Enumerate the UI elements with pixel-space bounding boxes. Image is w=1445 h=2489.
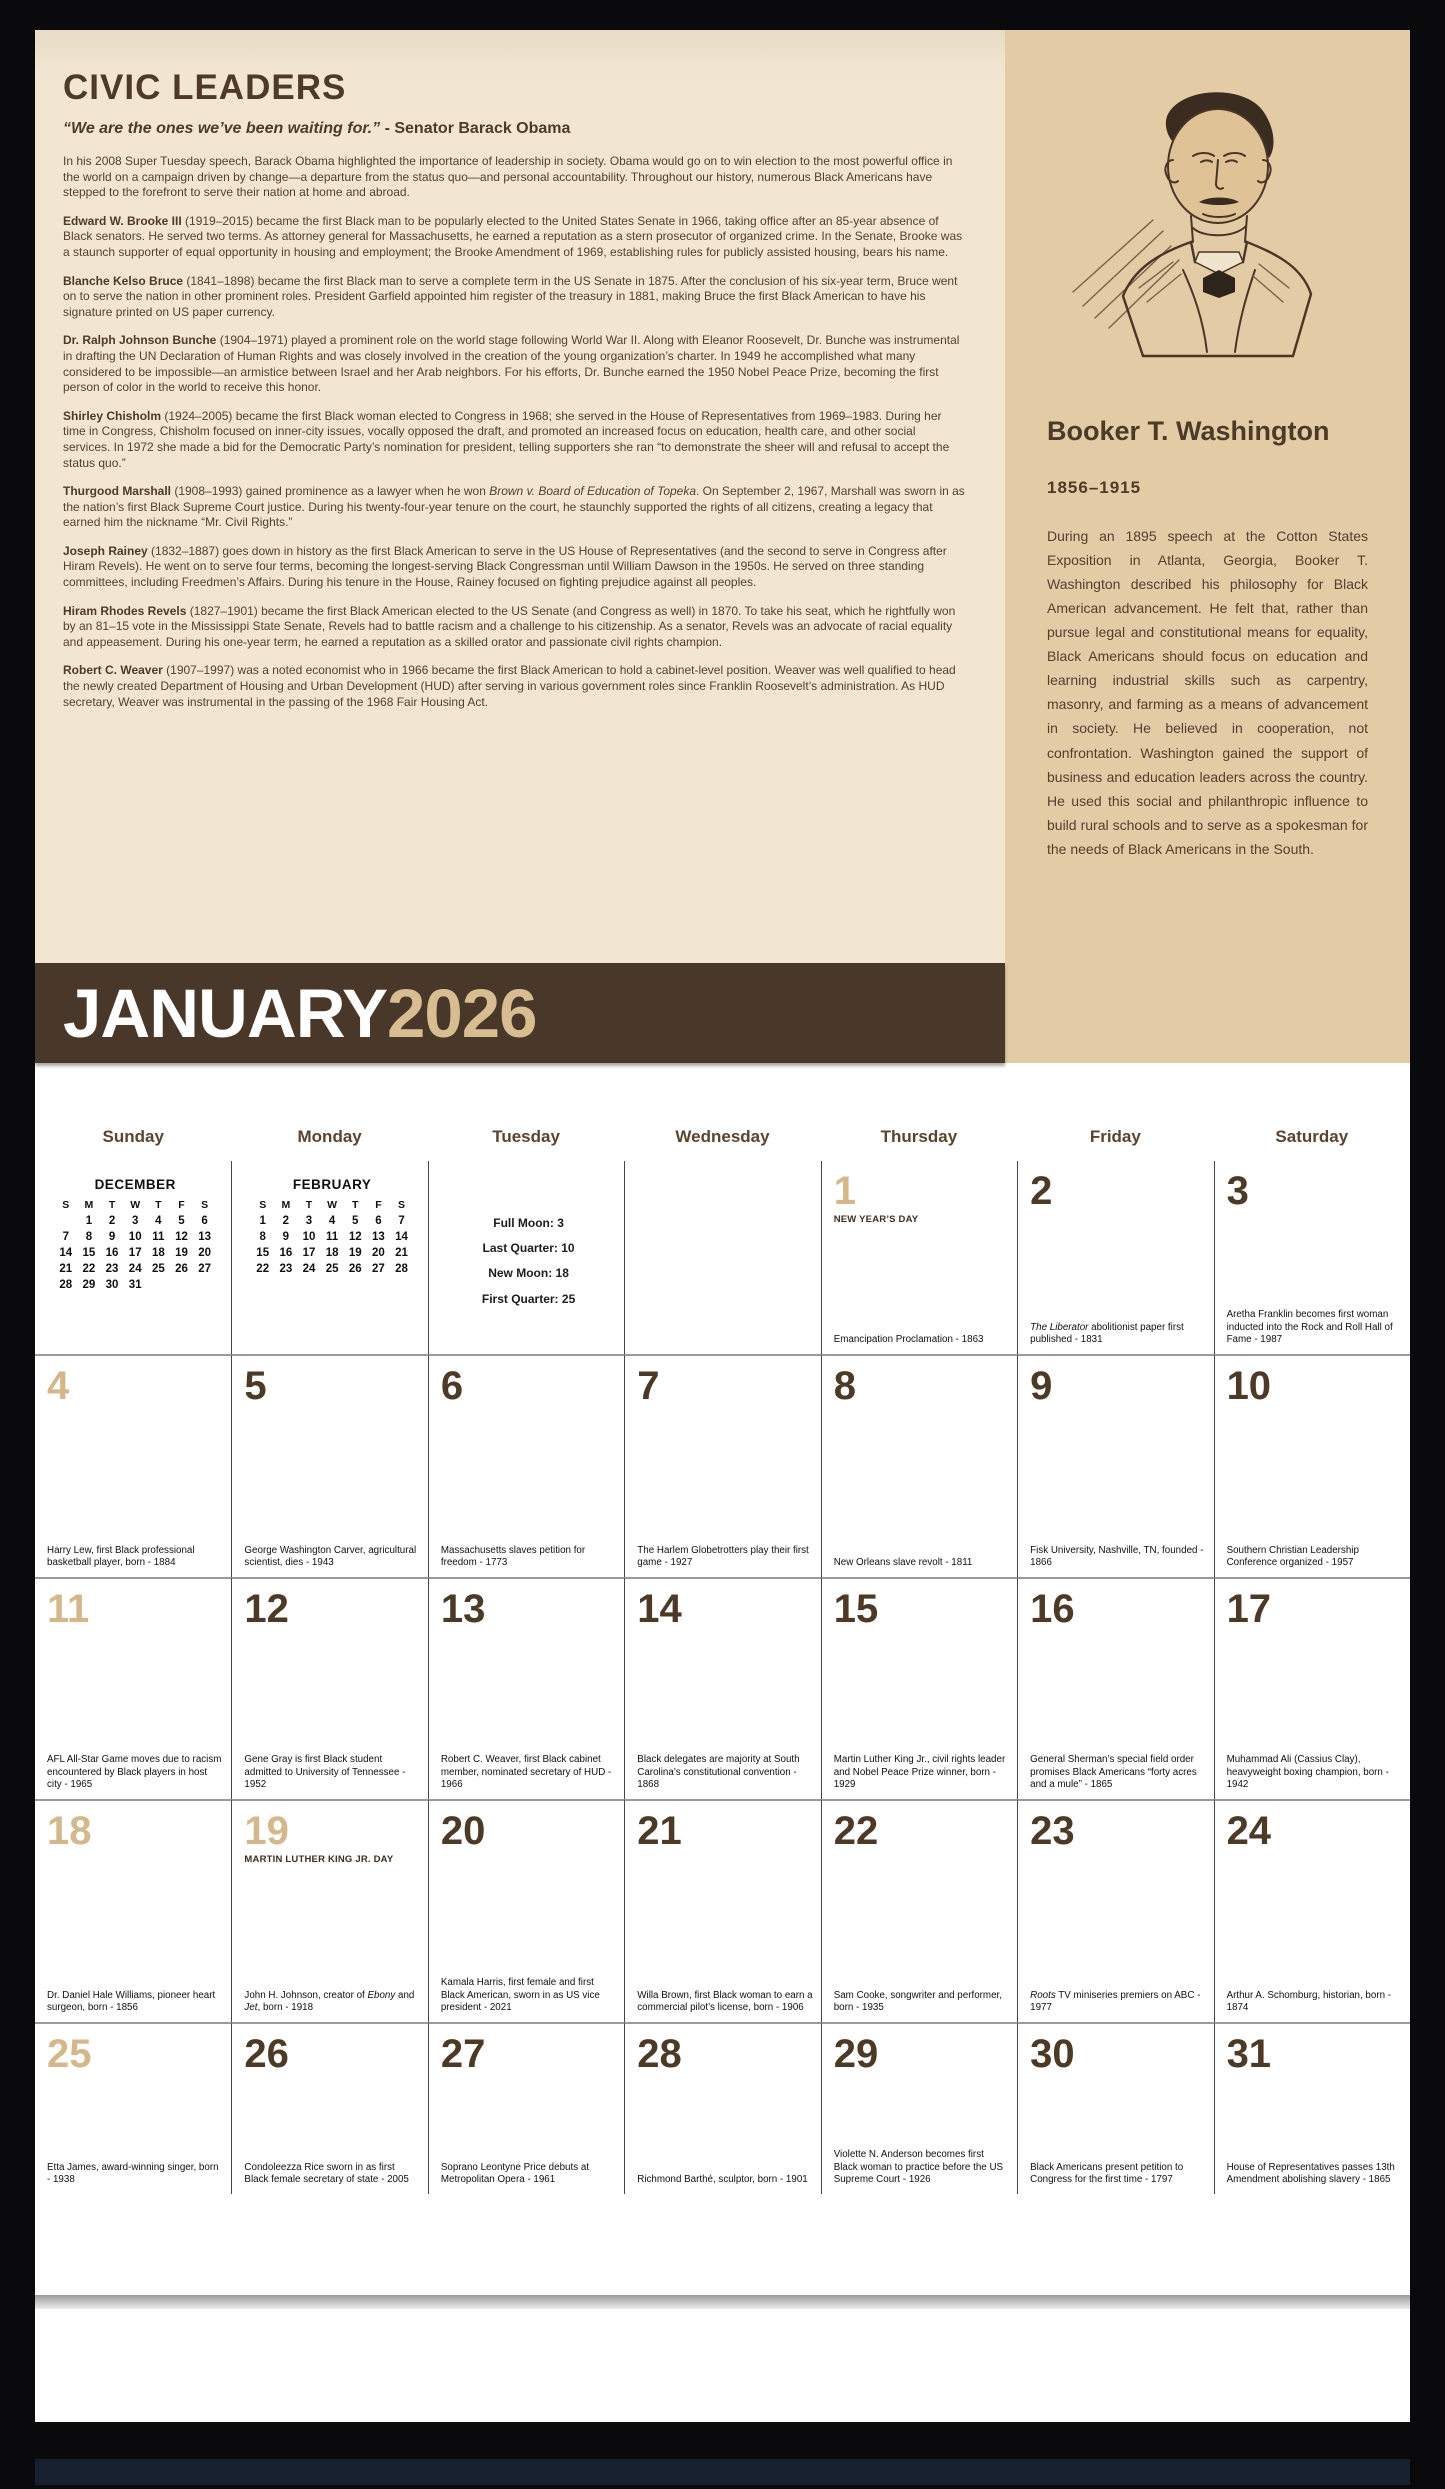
event-text: General Sherman’s special field order promises Black Americans “forty acres and a mule” - 1865	[1030, 1754, 1197, 1791]
bottom-binding-strip	[35, 2459, 1410, 2485]
event-text: Willa Brown, first Black woman to earn a commercial pilot’s license, born - 1906	[637, 1989, 813, 2014]
moon-phase-line: Full Moon: 3	[493, 1216, 564, 1230]
minical-day: 24	[128, 1263, 142, 1275]
calendar-day-cell	[821, 2022, 1017, 2194]
bio-paragraph: Joseph Rainey (1832–1887) goes down in history as the first Black American to serve in the US House of Representatives (and the second to serve in Congress after Hiram Revels). He went on to serve four terms, becoming the longest-serving Black Congressman until William Dawson in the 1950s. He served on three standing committees, including Freedmen’s Affairs. During his tenure in the House, Rainey focused on fighting prejudice against all peoples.	[63, 543, 947, 590]
minical-day: 8	[259, 1231, 266, 1243]
calendar-day-cell	[821, 1577, 1017, 1799]
calendar-day-cell	[1017, 2022, 1213, 2194]
event-text: Violette N. Anderson becomes first Black woman to practice before the US Supreme Court - 1926	[833, 2149, 1004, 2186]
minical-dow: F	[375, 1199, 382, 1211]
minical-day: 11	[152, 1231, 165, 1243]
moon-phase-line: New Moon: 18	[488, 1266, 569, 1281]
event-text: Etta James, award-winning singer, born - 1938	[47, 2161, 219, 2186]
calendar-day-cell	[35, 1354, 231, 1577]
calendar-day-cell	[231, 1354, 427, 1577]
day-number: 20	[440, 1809, 486, 1853]
event-text: Soprano Leontyne Price debuts at Metropolitan Opera - 1961	[440, 2161, 589, 2186]
minical-day: 24	[302, 1263, 316, 1275]
minical-day: 10	[128, 1231, 142, 1243]
event-text: The Liberator abolitionist paper first published - 1831	[1030, 1321, 1184, 1346]
minical-day: 6	[201, 1215, 208, 1227]
calendar-grid-section	[35, 1063, 1410, 2194]
event-text: Southern Christian Leadership Conference organized - 1957	[1226, 1544, 1359, 1569]
event-text: Muhammad Ali (Cassius Clay), heavyweight boxing champion, born - 1942	[1226, 1754, 1389, 1791]
minical-day: 9	[108, 1231, 116, 1243]
minical-day: 28	[59, 1279, 73, 1291]
calendar-day-cell	[1214, 1799, 1410, 2022]
minical-dow: S	[62, 1199, 70, 1211]
calendar-day-cell	[624, 2022, 820, 2194]
day-number: 18	[47, 1809, 92, 1853]
minical-days	[251, 1199, 413, 1275]
event-text: Dr. Daniel Hale Williams, pioneer heart surgeon, born - 1856	[47, 1989, 216, 2014]
minical-dow: M	[84, 1199, 94, 1211]
day-number: 13	[440, 1587, 486, 1631]
holiday-label: MARTIN LUTHER KING JR. DAY	[244, 1854, 394, 1865]
bio-paragraph: Robert C. Weaver (1907–1997) was a noted economist who in 1966 became the first Black American to hold a cabinet-level position. Weaver was well qualified to head the newly created Department of Housing and Urban Development (HUD) after serving in various government roles since Franklin Roosevelt’s administration. As HUD secretary, Weaver was instrumental in the passing of the 1968 Fair Housing Act.	[63, 663, 956, 709]
day-header: Wednesday	[675, 1127, 770, 1146]
calendar-day-cell	[428, 2022, 624, 2194]
calendar-day-cell	[624, 1161, 820, 1354]
event-text: Emancipation Proclamation - 1863	[833, 1334, 984, 1346]
day-header: Thursday	[880, 1127, 958, 1146]
minical-dow: M	[281, 1199, 291, 1211]
minical-dow: T	[352, 1199, 359, 1211]
day-header: Tuesday	[492, 1127, 560, 1146]
minical-day: 3	[131, 1215, 139, 1227]
calendar-day-cell	[35, 1577, 231, 1799]
day-number: 1	[833, 1169, 856, 1213]
event-text: Roots TV miniseries premiers on ABC - 1977	[1030, 1989, 1201, 2014]
moon-phases	[441, 1167, 616, 1312]
day-number: 10	[1226, 1364, 1272, 1408]
year-label: 2026	[386, 974, 537, 1052]
minical-day: 2	[282, 1215, 290, 1227]
leader-bio: During an 1895 speech at the Cotton States Exposition in Atlanta, Georgia, Booker T. Washington described his philosophy for Black American advancement. He felt that, rather than pursue legal and constitutional means for equality, Black Americans should focus on education and learning industrial skills such as carpentry, masonry, and farming as a means of advancement in society. He believed in cooperation, not confrontation. Washington gained the support of business and education leaders across the country. He used this social and philanthropic influence to build rural schools and to serve as a spokesman for the needs of Black Americans in the South.	[1047, 527, 1368, 857]
event-text: The Harlem Globetrotters play their first game - 1927	[637, 1544, 809, 1569]
moon-phase-line: First Quarter: 25	[481, 1291, 576, 1306]
minical-day: 16	[279, 1247, 293, 1259]
day-header: Saturday	[1275, 1127, 1349, 1146]
event-text: Condoleezza Rice sworn in as first Black female secretary of state - 2005	[244, 2161, 409, 2186]
minical-day: 22	[82, 1263, 96, 1275]
minical-day: 2	[108, 1215, 116, 1227]
event-text: Massachusetts slaves petition for freedom - 1773	[440, 1544, 586, 1569]
minical-dow: W	[327, 1199, 338, 1211]
calendar-day-cell	[1214, 2022, 1410, 2194]
minical-day: 26	[175, 1263, 188, 1275]
calendar-day-cell	[35, 2022, 231, 2194]
minical-day: 5	[352, 1215, 359, 1227]
day-number: 7	[637, 1364, 660, 1408]
minical-day: 20	[372, 1247, 385, 1259]
minical-day: 28	[395, 1263, 408, 1275]
minical-day	[147, 1279, 170, 1291]
day-number: 6	[440, 1364, 464, 1408]
minical-day: 7	[62, 1231, 69, 1243]
minical-day: 17	[302, 1247, 316, 1259]
minical-day: 23	[105, 1263, 119, 1275]
day-number: 27	[440, 2032, 486, 2076]
calendar-day-cell	[821, 1354, 1017, 1577]
minical-title: DECEMBER	[94, 1177, 176, 1192]
quote-text: “We are the ones we’ve been waiting for.”	[63, 120, 381, 137]
calendar-day-cell	[624, 1799, 820, 2022]
event-text: Black Americans present petition to Congress for the first time - 1797	[1030, 2161, 1184, 2186]
event-text: Martin Luther King Jr., civil rights leader and Nobel Peace Prize winner, born - 1929	[833, 1754, 1006, 1791]
day-number: 23	[1030, 1809, 1075, 1853]
minical-day: 31	[128, 1279, 142, 1291]
minical-dow: T	[155, 1199, 162, 1211]
calendar-day-cell	[1214, 1354, 1410, 1577]
day-number: 15	[833, 1587, 879, 1631]
page-edge-shadow	[35, 2295, 1410, 2309]
calendar-day-cell	[428, 1577, 624, 1799]
minical-day: 27	[198, 1263, 212, 1275]
calendar-day-cell	[1214, 1577, 1410, 1799]
calendar-day-cell	[624, 1354, 820, 1577]
event-text: Harry Lew, first Black professional basketball player, born - 1884	[47, 1544, 195, 1569]
bio-paragraph: Shirley Chisholm (1924–2005) became the first Black woman elected to Congress in 1968; she served in the House of Representatives from 1969–1983. During her time in Congress, Chisholm focused on inner-city issues, vocally opposed the draft, and promoted an increased focus on education, health care, and other social services. In 1972 she made a bid for the Democratic Party’s nomination for president, telling supporters she ran “to demonstrate the sheer will and refusal to accept the status quo.”	[63, 408, 950, 470]
calendar-day-cell	[624, 1577, 820, 1799]
event-text: John H. Johnson, creator of Ebony and Jet, born - 1918	[244, 1989, 415, 2014]
bio-paragraph: Hiram Rhodes Revels (1827–1901) became the first Black American elected to the US Senate (and Congress as well) in 1870. To take his seat, which he rightfully won by an 81–15 vote in the Mississippi State Senate, Revels had to battle racism and a challenge to his citizenship. As a senator, Revels was an advocate of racial equality and appeasement. During his one-year term, he earned a reputation as a skilled orator and passionate civil rights champion.	[63, 603, 956, 649]
sidebar-text	[1005, 416, 1410, 861]
minical-day: 12	[348, 1231, 362, 1243]
featured-leader-sidebar	[1005, 30, 1410, 1063]
minical-day: 6	[375, 1215, 382, 1227]
day-header: Monday	[297, 1127, 362, 1146]
page-title: CIVIC LEADERS	[63, 68, 347, 107]
day-header: Friday	[1089, 1127, 1141, 1146]
event-text: Kamala Harris, first female and first Black American, sworn in as US vice president - 2021	[440, 1977, 600, 2014]
minical-day: 15	[82, 1247, 96, 1259]
minical-day: 25	[325, 1263, 339, 1275]
day-number: 5	[244, 1364, 267, 1408]
calendar-day-cell	[1017, 1799, 1213, 2022]
minical-dow: T	[108, 1199, 116, 1211]
day-header: Sunday	[102, 1127, 164, 1146]
event-text: Gene Gray is first Black student admitted to University of Tennessee - 1952	[244, 1754, 406, 1791]
minical-day: 19	[348, 1247, 362, 1259]
minical-day: 14	[59, 1247, 73, 1259]
day-number: 14	[637, 1587, 682, 1631]
day-number: 16	[1030, 1587, 1075, 1631]
minical-dow: F	[178, 1199, 185, 1211]
minical-day: 30	[105, 1279, 119, 1291]
minical-days	[54, 1199, 216, 1291]
minical-day: 10	[302, 1231, 316, 1243]
day-number: 12	[244, 1587, 289, 1631]
quote-attribution: - Senator Barack Obama	[380, 120, 571, 137]
day-number: 24	[1226, 1809, 1272, 1853]
minical-day: 3	[305, 1215, 313, 1227]
minical-day: 29	[82, 1279, 96, 1291]
minical-day: 12	[175, 1231, 188, 1243]
minical-day	[193, 1279, 216, 1291]
event-text: Arthur A. Schomburg, historian, born - 1874	[1226, 1989, 1392, 2014]
minical-day: 22	[256, 1263, 270, 1275]
day-number: 17	[1226, 1587, 1272, 1631]
calendar-day-cell	[1017, 1577, 1213, 1799]
minical-day: 7	[398, 1215, 405, 1227]
minical-title: FEBRUARY	[292, 1177, 372, 1192]
minical-day: 13	[372, 1231, 385, 1243]
minical-day: 11	[326, 1231, 339, 1243]
moon-phase-line: Last Quarter: 10	[482, 1241, 575, 1256]
calendar-day-cell	[1214, 1161, 1410, 1354]
calendar-day-cell	[428, 1354, 624, 1577]
editorial-section	[35, 30, 1005, 963]
minical-day: 18	[151, 1247, 165, 1259]
calendar-day-cell	[231, 1799, 427, 2022]
booker-t-washington-portrait-icon	[1043, 56, 1373, 386]
bios	[63, 214, 965, 710]
event-text: Richmond Barthé, sculptor, born - 1901	[637, 2174, 808, 2186]
minical-day	[170, 1279, 193, 1291]
minical-december	[54, 1167, 216, 1291]
minical-day: 27	[372, 1263, 385, 1275]
calendar-day-cell	[231, 1577, 427, 1799]
minical-day	[54, 1215, 77, 1227]
minical-day: 19	[175, 1247, 188, 1259]
calendar-day-cell	[1017, 1354, 1213, 1577]
minical-day: 4	[328, 1215, 336, 1227]
bio-paragraph: Edward W. Brooke III (1919–2015) became the first Black man to be popularly elected to the United States Senate in 1966, taking office after an 85-year absence of Black senators. He served two terms. As attorney general for Massachusetts, he earned a reputation as a stern prosecutor of organized crime. In the Senate, Brooke was a staunch supporter of equal opportunity in housing and employment; the Brooke Amendment of 1969, establishing rules for publicly assisted housing, bears his name.	[63, 213, 963, 259]
event-text: Fisk University, Nashville, TN, founded - 1866	[1030, 1544, 1204, 1569]
minical-day: 5	[178, 1215, 185, 1227]
calendar-day-cell	[821, 1799, 1017, 2022]
minical-dow: S	[259, 1199, 267, 1211]
minical-day: 25	[151, 1263, 165, 1275]
event-text: New Orleans slave revolt - 1811	[833, 1557, 973, 1569]
calendar-day-cell	[231, 2022, 427, 2194]
holiday-label: NEW YEAR’S DAY	[833, 1214, 919, 1225]
day-number: 11	[47, 1587, 90, 1631]
minical-day: 14	[395, 1231, 408, 1243]
day-number: 21	[637, 1809, 682, 1853]
minical-dow: S	[398, 1199, 406, 1211]
event-text: House of Representatives passes 13th Amendment abolishing slavery - 1865	[1226, 2161, 1395, 2186]
minical-day: 16	[105, 1247, 119, 1259]
calendar-day-cell	[35, 1799, 231, 2022]
day-number: 29	[833, 2032, 879, 2076]
calendar-day-cell	[821, 1161, 1017, 1354]
month-banner	[35, 963, 1005, 1063]
minical-dow: T	[305, 1199, 313, 1211]
event-text: Black delegates are majority at South Carolina’s constitutional convention - 1868	[637, 1754, 800, 1791]
minical-day: 21	[59, 1263, 73, 1275]
bio-paragraph: Dr. Ralph Johnson Bunche (1904–1971) played a prominent role on the world stage following World War II. Along with Eleanor Roosevelt, Dr. Bunche was instrumental in drafting the UN Declaration of Human Rights and was closely involved in the creation of the young organization’s charter. In 1949 he accomplished what many considered to be impossible—an armistice between Israel and her Arab neighbors. For his efforts, Dr. Bunche earned the 1950 Nobel Peace Prize, becoming the first person of color in the world to receive this honor.	[63, 333, 960, 395]
minical-day: 4	[155, 1215, 162, 1227]
minical-dow: W	[130, 1199, 141, 1211]
event-text: George Washington Carver, agricultural scientist, dies - 1943	[244, 1544, 417, 1569]
event-text: Robert C. Weaver, first Black cabinet member, nominated secretary of HUD - 1966	[440, 1754, 612, 1791]
day-number: 28	[637, 2032, 682, 2076]
day-number: 8	[833, 1364, 856, 1408]
minical-day: 1	[259, 1215, 266, 1227]
calendar-day-cell	[428, 1799, 624, 2022]
day-number: 19	[244, 1809, 289, 1853]
leader-years: 1856–1915	[1047, 477, 1142, 497]
calendar-day-cell	[231, 1161, 427, 1354]
intro-paragraph: In his 2008 Super Tuesday speech, Barack Obama highlighted the importance of leadership in society. Obama would go on to win election to the most powerful office in the world on a campaign driven by change—a departure from the status quo—and personal accountability. Throughout our history, numerous Black Americans have stepped to the forefront to serve their nation at home and abroad.	[63, 154, 953, 200]
page-sheet	[35, 30, 1410, 2422]
minical-day: 8	[85, 1231, 93, 1243]
obama-quote	[63, 120, 965, 138]
leader-name: Booker T. Washington	[1047, 416, 1330, 446]
calendar-grid	[35, 1161, 1410, 2194]
day-number: 9	[1030, 1364, 1053, 1408]
minical-day: 13	[198, 1231, 212, 1243]
day-number: 26	[244, 2032, 289, 2076]
calendar-day-cell	[1017, 1161, 1213, 1354]
minical-dow: S	[201, 1199, 209, 1211]
minical-day: 20	[198, 1247, 212, 1259]
minical-day: 9	[282, 1231, 290, 1243]
calendar-day-cell	[428, 1161, 624, 1354]
day-headers	[35, 1063, 1410, 1147]
minical-day: 21	[395, 1247, 408, 1259]
minical-day: 18	[325, 1247, 339, 1259]
event-text: Sam Cooke, songwriter and performer, born - 1935	[833, 1989, 1002, 2014]
minical-day: 1	[85, 1215, 93, 1227]
day-number: 25	[47, 2032, 92, 2076]
day-number: 30	[1030, 2032, 1075, 2076]
minical-day: 15	[256, 1247, 270, 1259]
bio-paragraph: Thurgood Marshall (1908–1993) gained prominence as a lawyer when he won Brown v. Board of Education of Topeka. On September 2, 1967, Marshall was sworn in as the nation’s first Black Supreme Court justice. During his twenty-four-year tenure on the court, he staunchly supported the rights of all citizens, creating a legacy that earned him the nickname “Mr. Civil Rights.”	[63, 484, 965, 530]
minical-day: 23	[279, 1263, 293, 1275]
bio-paragraph: Blanche Kelso Bruce (1841–1898) became the first Black man to serve a complete term in the US Senate in 1875. After the conclusion of his six-year term, Bruce went on to serve the nation in other prominent roles. President Garfield appointed him register of the treasury in 1881, making Bruce the first Black American to have his signature printed on US paper currency.	[63, 273, 958, 319]
day-number: 2	[1030, 1169, 1053, 1213]
calendar-day-cell	[35, 1161, 231, 1354]
day-number: 3	[1226, 1169, 1249, 1213]
minical-day: 26	[348, 1263, 362, 1275]
day-number: 31	[1226, 2032, 1272, 2076]
month-label: JANUARY	[63, 974, 387, 1052]
day-number: 22	[833, 1809, 879, 1853]
minical-february	[251, 1167, 413, 1275]
minical-day: 17	[128, 1247, 142, 1259]
day-number: 4	[47, 1364, 70, 1408]
event-text: Aretha Franklin becomes first woman inducted into the Rock and Roll Hall of Fame - 1987	[1226, 1309, 1393, 1346]
event-text: AFL All-Star Game moves due to racism encountered by Black players in host city - 1965	[47, 1754, 222, 1791]
